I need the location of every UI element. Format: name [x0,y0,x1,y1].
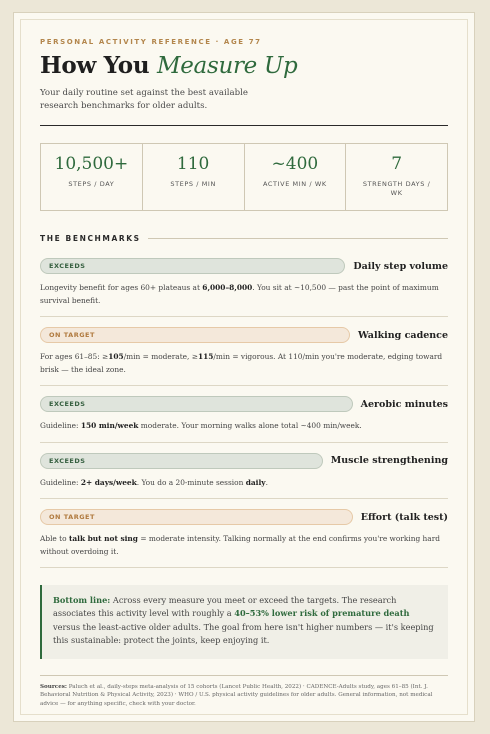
stat-value: 10,500+ [54,154,129,174]
eyebrow: PERSONAL ACTIVITY REFERENCE · AGE 77 [40,38,262,46]
benchmark-name: Walking cadence [357,329,448,341]
benchmark-header [40,396,448,412]
stat-label: STRENGTH DAYS / WK [362,180,431,197]
sources-lead: Sources: [40,683,67,690]
header-divider [40,125,448,126]
benchmark-step-volume [40,258,448,317]
bottom-line-text-end: versus the least-active older adults. The goal from here isn't higher numbers — it's keeping this sustainable: protect the joints, keep enjoying it. [53,621,434,646]
stat-value: ~400 [271,154,319,174]
title-main: How You [40,52,157,79]
benchmark-cadence [40,317,448,386]
title-accent: Measure Up [156,53,298,79]
status-badge: EXCEEDS [40,453,323,469]
benchmark-name: Effort (talk test) [360,511,448,523]
benchmark-header [40,453,448,469]
card-content [40,38,448,708]
bottom-line-callout [40,585,448,659]
intro-text: Your daily routine set against the best available research benchmarks for older adults. [40,88,248,111]
status-badge: ON TARGET [40,509,353,525]
section-heading [40,234,448,243]
benchmark-description: Guideline: 150 min/week moderate. Your morning walks alone total ~400 min/week. [40,421,362,430]
sources-text: Paluch et al., daily-steps meta-analysis of 15 cohorts (Lancet Public Health, 2022) · CADENCE-Adults study, ages 61–85 (Int. J. Behavioral Nutrition & Physical Activity, 2023) · WHO / U.S. physical activity guidelines for older adults. General information, not medical advice — for anything specific, check with your doctor. [40,683,433,707]
stat-steps-min [143,144,245,210]
benchmark-description: For ages 61–85: ≥105/min = moderate, ≥115/min = vigorous. At 110/min you're moderate, edging toward brisk — the ideal zone. [40,352,443,374]
benchmark-header [40,509,448,525]
status-badge: EXCEEDS [40,396,353,412]
page-title [40,52,448,80]
stat-value: 7 [391,154,403,174]
benchmark-description: Longevity benefit for ages 60+ plateaus at 6,000–8,000. You sit at ~10,500 — past the point of maximum survival benefit. [40,283,439,305]
sources-note [40,683,448,709]
benchmark-name: Aerobic minutes [360,398,448,410]
bottom-line-highlight: 40–53% lower risk of premature death [234,608,410,619]
stat-value: 110 [176,154,210,174]
benchmark-header [40,258,448,274]
reference-card [13,12,475,722]
stat-label: ACTIVE MIN / WK [262,180,327,188]
benchmark-aerobic [40,386,448,443]
stat-strength-days [346,144,447,210]
status-badge: ON TARGET [40,327,350,343]
benchmark-effort [40,499,448,568]
sources-divider [40,675,448,676]
benchmark-header [40,327,448,343]
stat-label: STEPS / DAY [68,180,115,188]
benchmark-description: Able to talk but not sing = moderate intensity. Talking normally at the end confirms you're working hard without overdoing it. [40,534,440,556]
benchmark-name: Muscle strengthening [330,455,448,466]
stat-label: STEPS / MIN [170,180,216,188]
stat-steps-day [41,144,143,210]
benchmark-name: Daily step volume [353,260,448,272]
section-title: THE BENCHMARKS [40,234,141,243]
benchmark-strength [40,443,448,500]
bottom-line-text: Across every measure you meet or exceed the targets. The research associates this activity level with roughly a [53,595,397,619]
stat-active-min [245,144,347,210]
status-badge: EXCEEDS [40,258,345,274]
section-rule [148,238,448,239]
stats-row [40,143,448,211]
benchmark-description: Guideline: 2+ days/week. You do a 20-minute session daily. [40,477,268,487]
bottom-line-lead: Bottom line: [53,595,111,605]
